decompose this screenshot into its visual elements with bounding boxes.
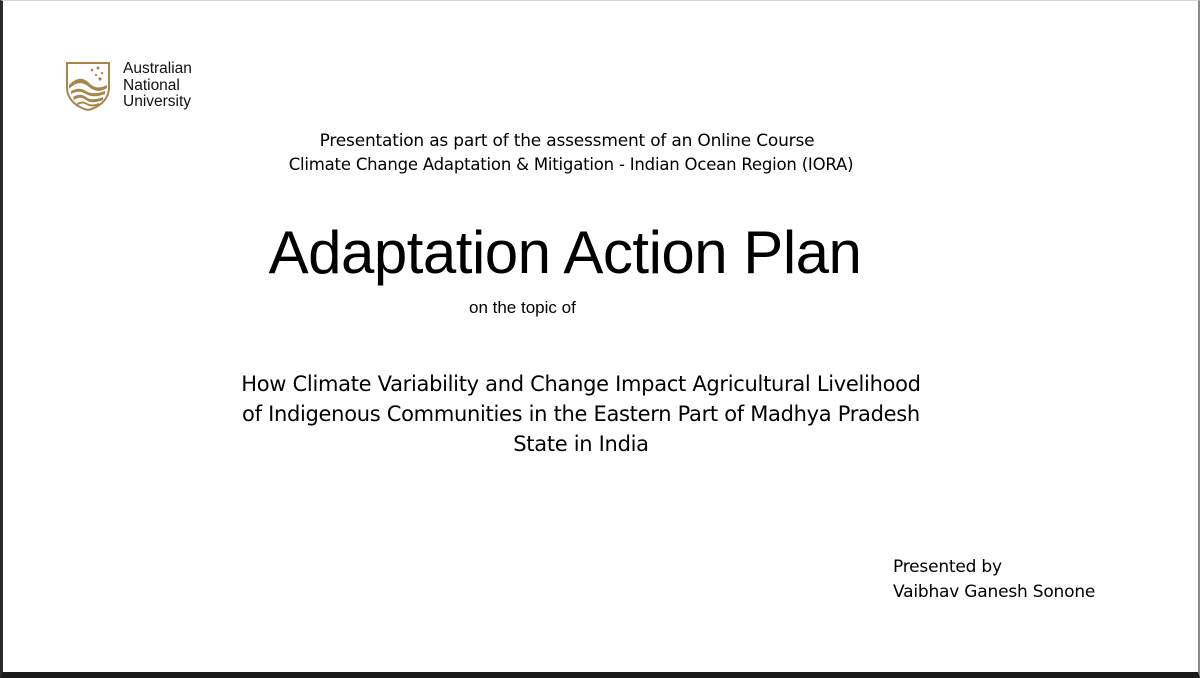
university-name-line3: University [123, 93, 192, 110]
university-logo [65, 61, 192, 111]
university-name [123, 61, 192, 111]
presenter-block [893, 555, 1095, 605]
topic-intro: on the topic of [469, 298, 576, 317]
topic-line3: State in India [513, 432, 649, 456]
topic-line1: How Climate Variability and Change Impact Agricultural Livelihood [241, 372, 921, 396]
course-header [3, 129, 1131, 177]
page-title: Adaptation Action Plan [268, 219, 862, 286]
course-name-line: Climate Change Adaptation & Mitigation - Indian Ocean Region (IORA) [288, 155, 854, 174]
presenter-name: Vaibhav Ganesh Sonone [893, 582, 1096, 602]
university-name-line2: National [123, 76, 180, 94]
assessment-line: Presentation as part of the assessment of an Online Course [319, 131, 815, 151]
university-name-line1: Australian [123, 60, 192, 77]
topic-title [3, 369, 1159, 459]
topic-line2: of Indigenous Communities in the Eastern Part of Madhya Pradesh [242, 402, 920, 426]
presenter-label: Presented by [893, 557, 1002, 577]
anu-crest-icon [65, 61, 111, 111]
